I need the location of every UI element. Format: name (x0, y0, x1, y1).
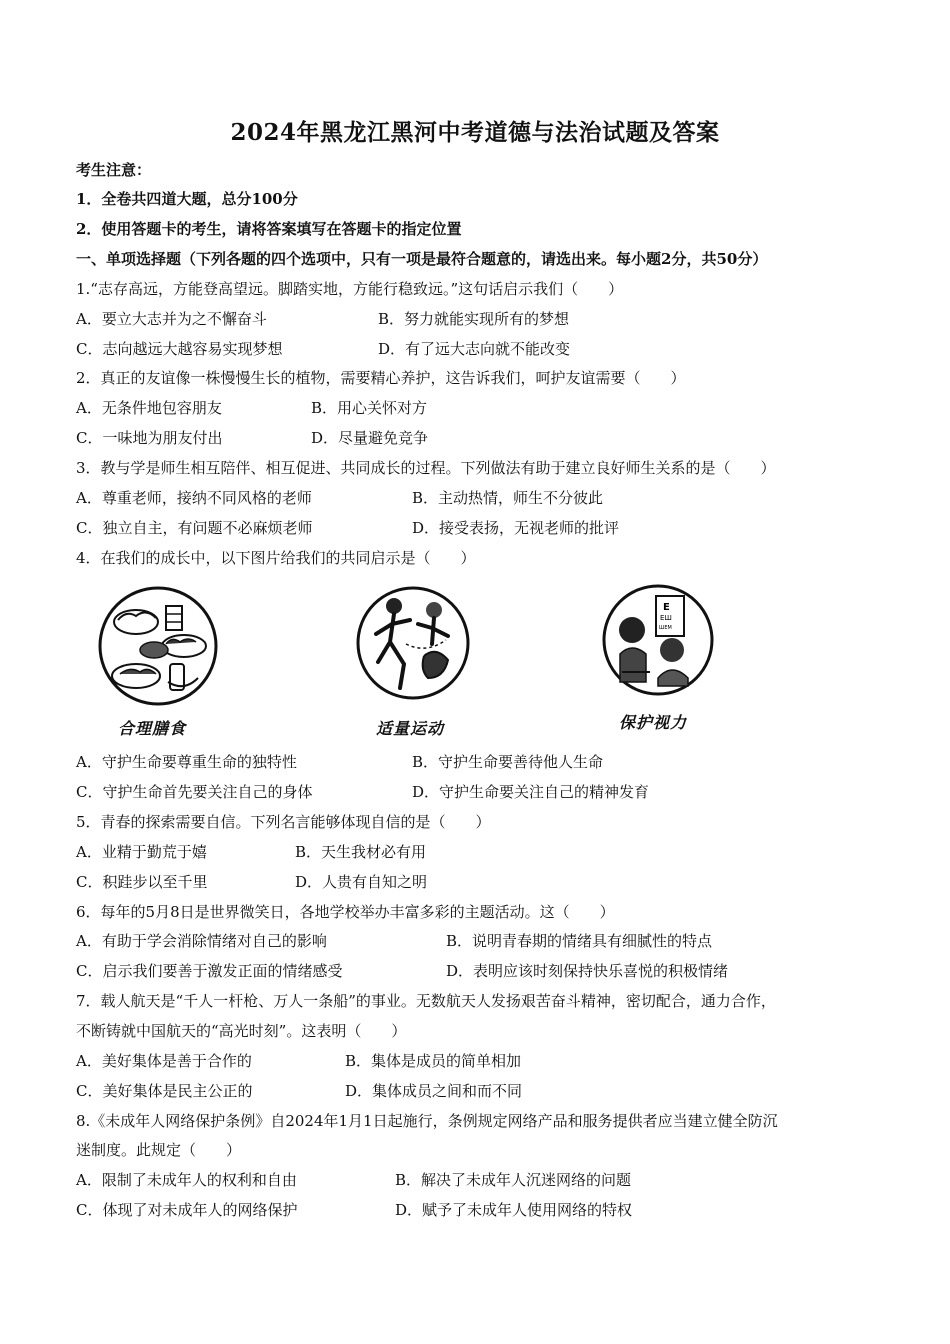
question-3-option-b: B．主动热情，师生不分彼此 (412, 489, 604, 507)
question-2-option-d: D．尽量避免竞争 (311, 429, 429, 447)
question-8-stem-line-1: 8.《未成年人网络保护条例》自2024年1月1日起施行，条例规定网络产品和服务提供者应当建立健全防沉 (76, 1112, 778, 1130)
question-7-option-c: C．美好集体是民主公正的 (76, 1082, 253, 1100)
question-5-option-c: C．积跬步以至千里 (76, 873, 208, 891)
svg-text:ЕШ: ЕШ (660, 614, 672, 622)
question-4-option-b: B．守护生命要善待他人生命 (412, 753, 604, 771)
notice-heading: 考生注意： (76, 161, 152, 179)
question-3-option-c: C．独立自主，有问题不必麻烦老师 (76, 519, 313, 537)
food-plate-illustration-icon (96, 584, 220, 708)
eye-test-illustration-icon (600, 582, 716, 698)
question-8-option-c: C．体现了对未成年人的网络保护 (76, 1201, 298, 1219)
question-4-option-a: A．守护生命要尊重生命的独特性 (76, 753, 297, 771)
page-title: 2024年黑龙江黑河中考道德与法治试题及答案 (230, 119, 720, 146)
question-4-option-d: D．守护生命要关注自己的精神发育 (412, 783, 650, 801)
question-7-option-b: B．集体是成员的简单相加 (345, 1052, 522, 1070)
svg-text:ШЕМ: ШЕМ (659, 625, 672, 631)
question-5-option-d: D．人贵有自知之明 (295, 873, 428, 891)
question-4-stem: 4．在我们的成长中，以下图片给我们的共同启示是（ ） (76, 549, 476, 567)
notice-item-1: 1．全卷共四道大题，总分100分 (76, 190, 298, 208)
question-1-stem: 1.“志存高远，方能登高望远。脚踏实地，方能行稳致远。”这句话启示我们（ ） (76, 280, 624, 298)
question-8-option-d: D．赋予了未成年人使用网络的特权 (395, 1201, 633, 1219)
question-6-option-c: C．启示我们要善于激发正面的情绪感受 (76, 962, 343, 980)
question-8-stem-line-2: 迷制度。此规定（ ） (76, 1141, 242, 1159)
question-6-stem: 6．每年的5月8日是世界微笑日，各地学校举办丰富多彩的主题活动。这（ ） (76, 903, 615, 921)
question-2-option-b: B．用心关怀对方 (311, 399, 428, 417)
notice-item-2: 2．使用答题卡的考生，请将答案填写在答题卡的指定位置 (76, 220, 462, 238)
question-7-option-d: D．集体成员之间和而不同 (345, 1082, 523, 1100)
question-2-stem: 2．真正的友谊像一株慢慢生长的植物，需要精心养护，这告诉我们，呵护友谊需要（ ） (76, 369, 686, 387)
question-1-option-d: D．有了远大志向就不能改变 (378, 340, 571, 358)
question-5-option-a: A．业精于勤荒于嬉 (76, 843, 207, 861)
section-heading: 一、单项选择题（下列各题的四个选项中，只有一项是最符合题意的，请选出来。每小题2分，共50分） (76, 250, 768, 268)
question-6-option-a: A．有助于学会消除情绪对自己的影响 (76, 932, 327, 950)
question-1-option-a: A．要立大志并为之不懈奋斗 (76, 310, 267, 328)
question-8-option-b: B．解决了未成年人沉迷网络的问题 (395, 1171, 632, 1189)
image-caption-1: 合理膳食 (118, 719, 187, 738)
question-6-option-b: B．说明青春期的情绪具有细腻性的特点 (446, 932, 713, 950)
question-4-option-c: C．守护生命首先要关注自己的身体 (76, 783, 313, 801)
question-7-stem-line-1: 7．载人航天是“千人一杆枪、万人一条船”的事业。无数航天人发扬艰苦奋斗精神，密切配合，通力合作， (76, 992, 776, 1010)
question-6-option-d: D．表明应该时刻保持快乐喜悦的积极情绪 (446, 962, 729, 980)
question-3-option-a: A．尊重老师，接纳不同风格的老师 (76, 489, 312, 507)
question-1-option-c: C．志向越远大越容易实现梦想 (76, 340, 283, 358)
question-3-stem: 3．教与学是师生相互陪伴、相互促进、共同成长的过程。下列做法有助于建立良好师生关系的是（ ） (76, 459, 776, 477)
question-5-stem: 5．青春的探索需要自信。下列名言能够体现自信的是（ ） (76, 813, 491, 831)
question-8-option-a: A．限制了未成年人的权利和自由 (76, 1171, 297, 1189)
question-5-option-b: B．天生我材必有用 (295, 843, 427, 861)
image-caption-3: 保护视力 (619, 713, 688, 732)
running-people-illustration-icon (354, 584, 472, 702)
question-2-option-a: A．无条件地包容朋友 (76, 399, 222, 417)
svg-text:E: E (663, 602, 670, 613)
question-2-option-c: C．一味地为朋友付出 (76, 429, 223, 447)
question-1-option-b: B．努力就能实现所有的梦想 (378, 310, 570, 328)
question-3-option-d: D．接受表扬，无视老师的批评 (412, 519, 620, 537)
question-7-option-a: A．美好集体是善于合作的 (76, 1052, 252, 1070)
question-7-stem-line-2: 不断铸就中国航天的“高光时刻”。这表明（ ） (76, 1022, 407, 1040)
image-caption-2: 适量运动 (376, 719, 445, 738)
